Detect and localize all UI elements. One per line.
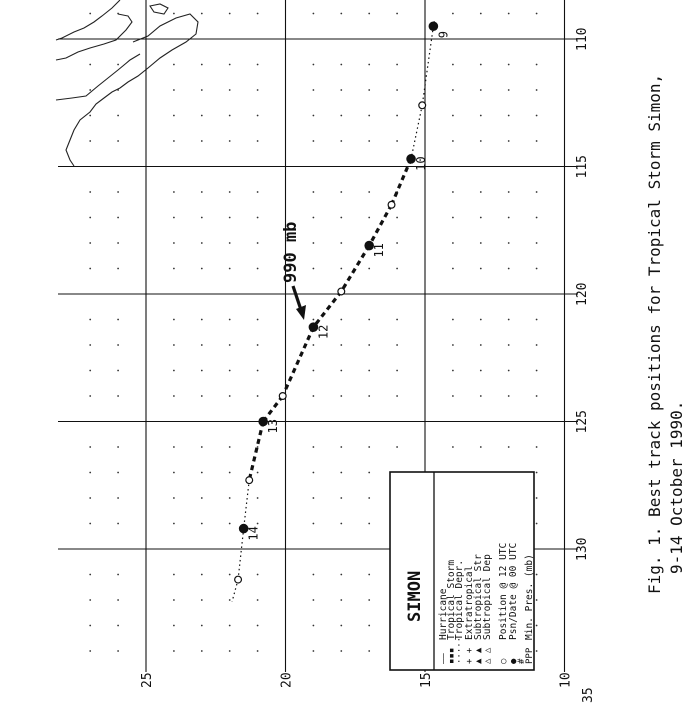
legend-label: Hurricane xyxy=(438,588,449,640)
caption-line-2: 9-14 October 1990. xyxy=(667,400,686,574)
date-label: 13 xyxy=(266,419,281,434)
mainland-coastline-3 xyxy=(56,0,120,40)
position-12utc-marker xyxy=(338,288,345,295)
annotation-arrowhead xyxy=(296,305,306,320)
track-segment xyxy=(392,159,412,205)
position-12utc-marker xyxy=(279,393,286,400)
legend-symbol: △ △ xyxy=(483,647,493,664)
annotation-label: 990 mb xyxy=(281,221,301,283)
lat-tick-label: 25 xyxy=(140,672,155,688)
track-segment xyxy=(341,246,369,292)
lon-tick-label: 115 xyxy=(575,155,590,179)
legend-label: Subtropical Str xyxy=(473,554,484,640)
track-segment xyxy=(238,529,244,580)
mainland-coastline-1 xyxy=(56,14,132,60)
track-segment xyxy=(369,205,391,246)
track-segment xyxy=(244,480,250,528)
legend-symbol: PPP xyxy=(525,647,535,664)
track-segment xyxy=(422,26,433,105)
lon-tick-label: 130 xyxy=(575,537,590,561)
taiwan-coastline xyxy=(66,14,198,166)
track-segment xyxy=(313,291,341,327)
legend-symbol: ▪▪▪ xyxy=(447,647,457,664)
track-segment xyxy=(263,396,283,422)
legend-symbol: —— xyxy=(439,653,449,664)
legend-label: Psn/Date @ 00 UTC xyxy=(508,542,519,640)
track-segment xyxy=(249,422,263,481)
coastline xyxy=(56,0,198,166)
position-12utc-marker xyxy=(419,102,426,109)
annotation-arrow xyxy=(293,286,301,310)
legend-symbol: ▲ ▲ xyxy=(474,647,484,664)
mainland-coastline-2 xyxy=(56,54,140,100)
track-segment xyxy=(283,327,314,396)
legend-title: SIMON xyxy=(405,570,425,622)
position-12utc-marker xyxy=(246,477,253,484)
position-00utc-marker xyxy=(429,22,437,30)
legend-symbol: ····· xyxy=(455,636,465,664)
legend-symbol: # xyxy=(517,658,527,664)
pressure-annotation xyxy=(281,222,306,320)
legend-label: Position @ 12 UTC xyxy=(498,542,509,640)
legend-label: Min. Pres. (mb) xyxy=(524,554,535,640)
island-coastline xyxy=(150,4,168,14)
caption-line-1: Fig. 1. Best track positions for Tropical Storm Simon, xyxy=(645,73,664,594)
date-label: 9 xyxy=(436,31,451,39)
legend-symbol: + + xyxy=(465,647,475,664)
figure-caption xyxy=(645,74,686,594)
legend-label: Extratropical xyxy=(464,565,475,640)
date-label: 14 xyxy=(246,526,261,541)
legend-symbol: ● xyxy=(509,658,519,664)
lon-tick-label: 125 xyxy=(575,410,590,434)
legend-label: Tropical Depr. xyxy=(454,559,465,640)
date-label: 12 xyxy=(316,324,331,340)
position-12utc-marker xyxy=(235,576,242,583)
legend-symbol: ○ xyxy=(499,658,509,664)
position-12utc-marker xyxy=(388,201,395,208)
legend xyxy=(390,472,535,670)
lat-tick-label: 20 xyxy=(279,672,295,688)
lat-tick-label: 15 xyxy=(419,672,434,688)
corner-tick-label: 35 xyxy=(581,687,596,703)
track-segment xyxy=(411,105,422,159)
lon-tick-label: 110 xyxy=(575,27,590,51)
date-label: 10 xyxy=(414,156,429,171)
legend-label: Subtropical Dep xyxy=(482,554,493,640)
legend-label: Tropical Storm xyxy=(446,559,457,640)
lat-tick-label: 10 xyxy=(558,672,574,688)
date-label: 11 xyxy=(372,243,387,258)
lon-tick-label: 120 xyxy=(575,282,590,306)
